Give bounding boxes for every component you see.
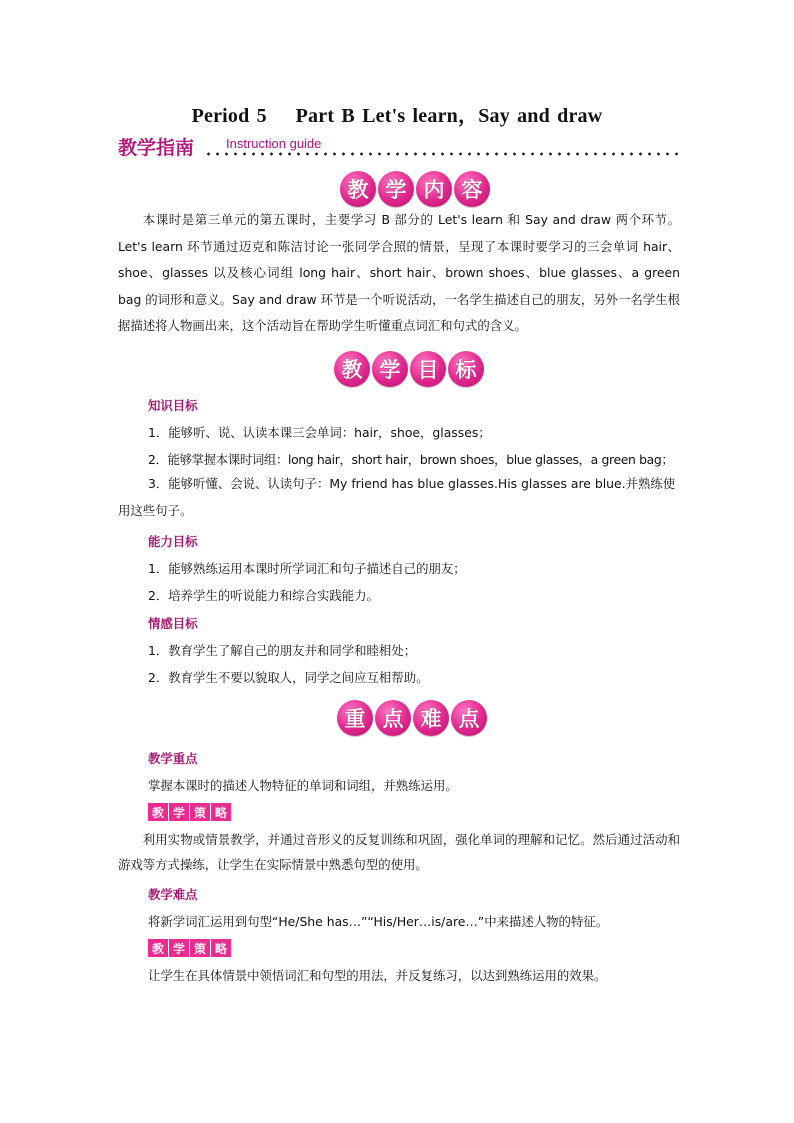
strategy-char: 略: [211, 803, 231, 821]
difficulty-text: 将新学词汇运用到句型“He/She has…”“His/Her…is/are…”中来描述人物的特征。: [148, 914, 609, 929]
strategy-char: 略: [211, 939, 231, 957]
strategy-char: 学: [169, 939, 189, 957]
ability-heading: 能力目标: [148, 534, 198, 549]
strategy-char: 策: [190, 803, 210, 821]
knowledge-heading: 知识目标: [148, 398, 198, 413]
banner-char: 学: [372, 351, 408, 387]
knowledge-item: 1．能够听、说、认读本课三会单词：hair，shoe，glasses；: [148, 425, 491, 440]
emotion-item: 1．教育学生了解自己的朋友并和同学和睦相处；: [148, 643, 417, 658]
strategy-char: 教: [148, 803, 168, 821]
key-heading: 教学重点: [148, 751, 198, 766]
emotion-heading: 情感目标: [148, 616, 198, 631]
difficulty-strategy-text: 让学生在具体情景中领悟词汇和句型的用法，并反复练习，以达到熟练运用的效果。: [148, 968, 607, 983]
strategy-tag: [148, 803, 231, 821]
page-title: Period 5 Part B Let's learn，Say and draw: [191, 105, 603, 127]
guide-sub-label: Instruction guide: [226, 136, 322, 151]
strategy-char: 学: [169, 803, 189, 821]
guide-label: 教学指南: [118, 137, 195, 159]
strategy-tag: [148, 939, 231, 957]
banner-char: 教: [334, 351, 370, 387]
banner-char: 点: [375, 700, 411, 736]
banner-char: 容: [454, 171, 490, 207]
banner-char: 标: [448, 351, 484, 387]
banner-char: 难: [413, 700, 449, 736]
banner-char: 内: [416, 171, 452, 207]
section-banner-objectives: [334, 351, 484, 387]
strategy-char: 教: [148, 939, 168, 957]
content-paragraph: 本课时是第三单元的第五课时，主要学习 B 部分的 Let's learn 和 Say and draw 两个环节。Let's learn 环节通过迈克和陈洁讨论一张同学合照的情景，呈现了本课时要学习的三会单词 hair、shoe、glasses 以及核心词组 long hair、short hair、brown shoes、blue glasses、a green bag 的词形和意义。Say and draw 环节是一个听说活动，一名学生描述自己的朋友，另外一名学生根据描述将人物画出来，这个活动旨在帮助学生听懂重点词汇和句式的含义。: [118, 212, 680, 333]
key-text: 掌握本课时的描述人物特征的单词和词组，并熟练运用。: [148, 778, 458, 793]
knowledge-item: 3．能够听懂、会说、认读句子：My friend has blue glasses.His glasses are blue.并熟练使用这些句子。: [118, 476, 676, 518]
ability-item: 1．能够熟练运用本课时所学词汇和句子描述自己的朋友；: [148, 561, 466, 576]
dotted-divider: [204, 152, 684, 156]
banner-char: 教: [340, 171, 376, 207]
strategy-char: 策: [190, 939, 210, 957]
banner-char: 学: [378, 171, 414, 207]
knowledge-item: 2．能够掌握本课时词组：long hair，short hair，brown shoes，blue glasses，a green bag；: [148, 452, 674, 467]
section-banner-content: [340, 171, 490, 207]
banner-char: 点: [451, 700, 487, 736]
section-banner-key-points: [337, 700, 487, 736]
difficulty-heading: 教学难点: [148, 887, 198, 902]
emotion-item: 2．教育学生不要以貌取人，同学之间应互相帮助。: [148, 670, 429, 685]
banner-char: 目: [410, 351, 446, 387]
ability-item: 2．培养学生的听说能力和综合实践能力。: [148, 588, 379, 603]
instruction-guide-header: [118, 134, 684, 164]
key-strategy-text: 利用实物或情景教学，并通过音形义的反复训练和巩固，强化单词的理解和记忆。然后通过活动和游戏等方式操练，让学生在实际情景中熟悉句型的使用。: [118, 832, 680, 872]
banner-char: 重: [337, 700, 373, 736]
